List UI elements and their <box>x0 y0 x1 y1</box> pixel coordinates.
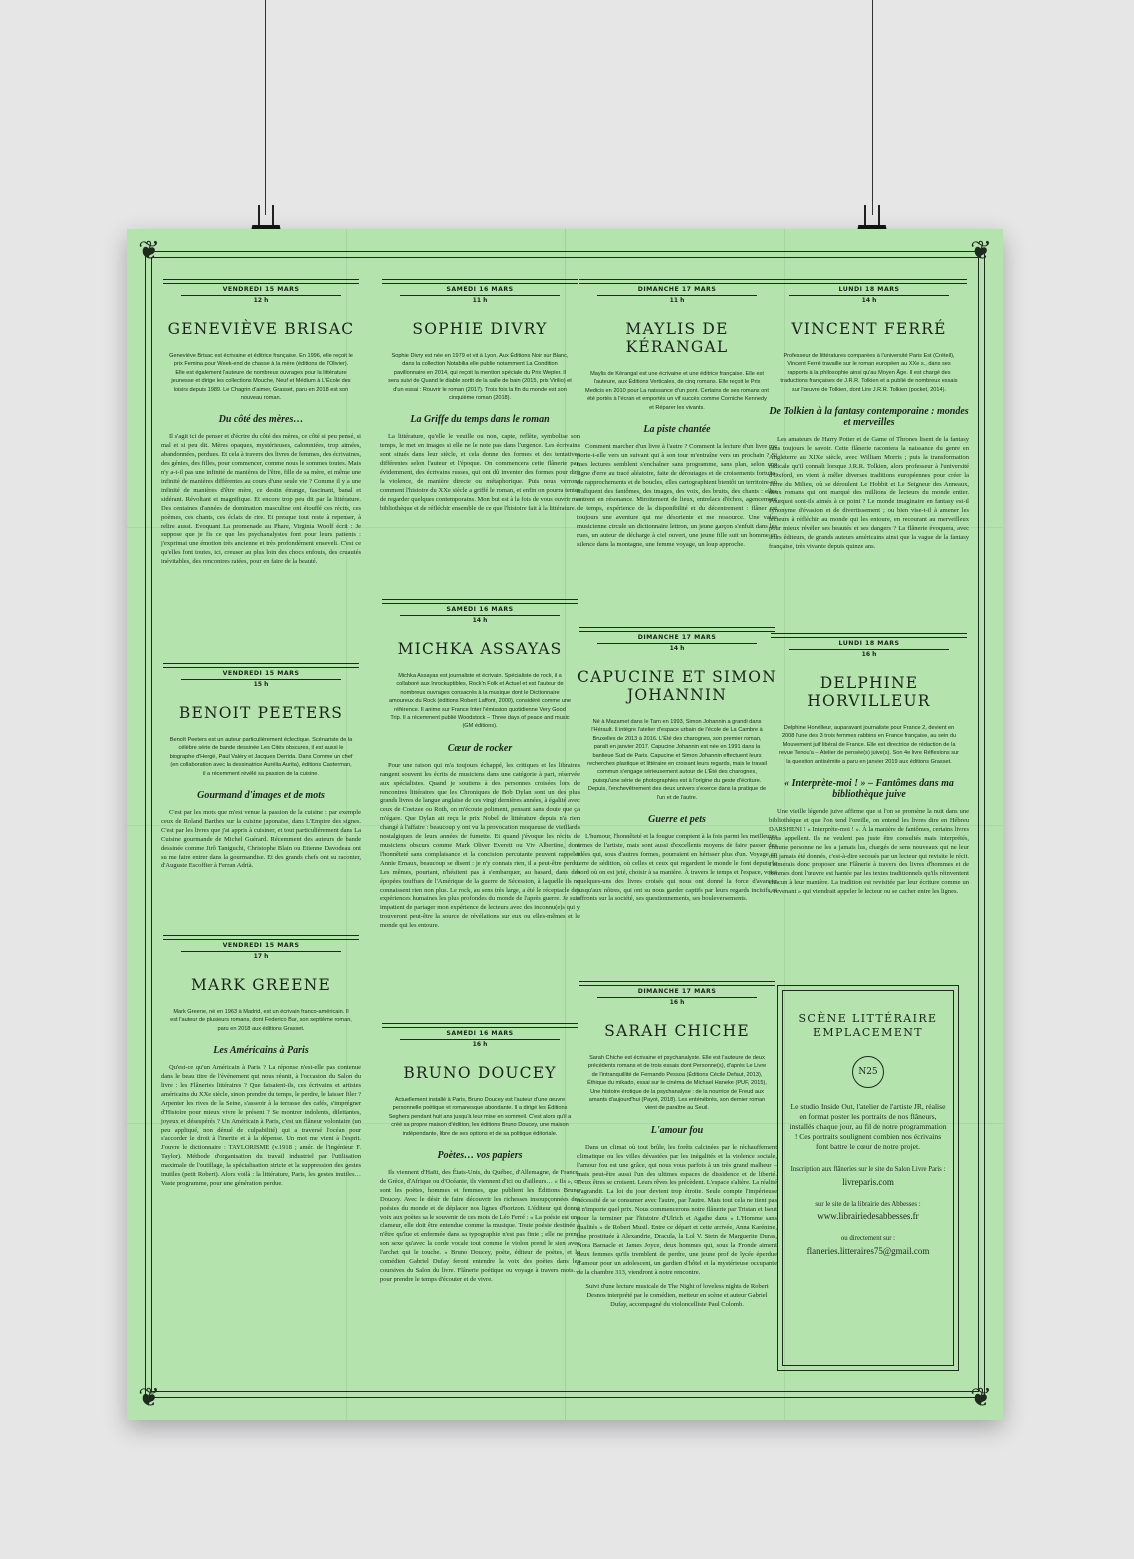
author-name: MARK GREENE <box>190 976 331 994</box>
event-block <box>577 627 777 904</box>
talk-description: Les amateurs de Harry Potter et de Game of Thrones lisent de la fantasy sans toujours le savoir. Cette flânerie racontera la naissance du genre en Angleterre au XIXe siècle, avec William Morris ; puis la transformation radicale qu'il connaît lorsque J.R.R. Tolkien, alors professeur à l'université d'Oxford, en vient à mêler diverses traditions européennes pour créer la Terre du Milieu, où se déroulent Le Hobbit et Le Seigneur des Anneaux, deux romans qui ont marqué des millions de lecteurs du monde entier. Pourquoi sont-ils aimés à ce point ? Le monde imaginaire en fantasy est-il synonyme d'évasion et de divertissement ; ou bien vise-t-il à amener les lecteurs à réfléchir au monde qui les entoure, en recourant au merveilleux pour mieux révéler ses beautés et ses dangers ? La flânerie évoquera, avec leurs éditeurs, de grands auteurs américains ainsi que la vague de la fantasy française, très vivante depuis quinze ans. <box>769 436 969 550</box>
talk-description: La littérature, qu'elle le veuille ou non, capte, reflète, symbolise son temps, le met en images si elle ne le note pas dans l'urgence. Les écrivains sont situés dans leur siècle, et cela donne des formes et des tentatives différentes selon l'auteur et l'époque. On commencera cette flânerie par, évidemment, des écrivains russes, qui ont dû inventer des formes pour dire la violence, de manière directe ou métaphorique. Puis nous verrons comment l'histoire du XXe siècle a griffé le roman, et enfin on pourra tenter de regarder quelques contemporains. Mon but est à la fois de vous ouvrir ma bibliothèque et de réfléchir ensemble de ce que l'histoire fait à la littérature. <box>380 433 580 512</box>
talk-description: Comment marcher d'un livre à l'autre ? Comment la lecture d'un livre me porte-t-elle vers un suivant qui à son tour m'entraîne vers un prochain ? Si mes lectures semblent s'enchaîner sans programme, sans plan, selon une ligne d'erre au tracé aléatoire, faite de déroutages et de croisements fortuits, de rapprochements et de boucles, elles cartographient bientôt un territoire où trafiquent des fantômes, des images, des voix, des bruits, des chants : elles entrent en résonance. Miroitement de lieux, entrelacs d'échos, agencement de temps, expérience de la disponibilité et du décentrement : flâner est toujours une aventure qui me désoriente et me ressource. Une valse musicienne circule un dictionnaire lettron, un jeune garçon s'enfuit dans les rues, un auteur de décharge à ciel ouvert, une jeune fille suit un homme en silence dans la montagne, une femme voyage, un loup approche. <box>577 443 777 548</box>
floral-ornament-icon: ❦ <box>138 236 160 266</box>
wire-right <box>872 0 873 215</box>
author-bio: Michka Assayas est journaliste et écrivain. Spécialiste de rock, il a collaboré aux Inrockuptibles, Rock'n Folk et Actuel et est l'auteur de nombreux ouvrages consacrés à la musique dont le Dictionnaire amoureux du Rock (éditions Robert Laffont, 2000), considéré comme une référence. Il anime sur France Inter l'émission quotidienne Very Good Trip. Il a récemment publié Woodstock – Three days of peace and music (GM éditions). <box>388 673 572 730</box>
event-hour: 16 h <box>400 1039 560 1048</box>
event-block <box>380 279 580 514</box>
event-hour: 15 h <box>181 679 341 688</box>
email-link[interactable]: flaneries.litteraires75@gmail.com <box>806 1245 930 1256</box>
author-bio: Geneviève Brisac est écrivaine et éditrice française. En 1996, elle reçoit le prix Femina pour Week-end de chasse à la mère (éditions de l'Olivier). Elle est également l'auteure de nombreux ouvrages pour la littérature jeunesse et dirige les collections Mouche, Neuf et Médium à L'École des loisirs depuis 1989. Le Chagrin d'aimer, Grasset, paru en 2018 est son nouveau roman. <box>169 353 353 402</box>
talk-description: Une vieille légende juive affirme que si l'on se promène la nuit dans une bibliothèque et que l'on tend l'oreille, on entend les livres dire en Hébreu DARSHENI ! « Interprète-moi ! ». À la manière de fantômes, certains livres nous appellent. Ils ne veulent pas juste être consultés mais interprétés, comme personne ne les a jamais lus, chargés de sens nouveaux qui ne leur ont jamais été donnés, c'est-à-dire secoués par un lecteur qui revisite le récit. J'aimerais donc proposer une Flânerie à travers des livres d'hommes et de femmes dont l'œuvre est hantée par les textes traditionnels qu'ils réinventent chacun à leur manière. La tradition est revisitée par leur écriture comme un « revenant » qui viendrait appeler le lecteur ou se cacher entre les lignes. <box>769 808 969 896</box>
event-block <box>769 279 969 552</box>
author-name: MICHKA ASSAYAS <box>397 640 563 658</box>
event-hour: 16 h <box>597 997 757 1006</box>
event-date: LUNDI 18 MARS <box>838 286 900 293</box>
talk-description: Pour une raison qui m'a toujours échappé, les critiques et les libraires rangent souvent les écrits de musiciens dans une catégorie à part, réservée aux spécialistes. Quand je soutiens à des personnes croisées lors de rencontres littéraires que les Chroniques de Bob Dylan sont un des plus grands livres de langue anglaise de ces vingt dernières années, à égalité avec ceux de Coetzee ou Roth, on m'écoute poliment, pensant sans doute que ça m'égare. Que Dylan ait reçu le prix Nobel de littérature depuis n'a rien changé à l'affaire : beaucoup y ont vu la provocation moqueuse de vieillards nostalgiques de leurs années de fumette. Et quand j'évoque les récits de musiciens obscurs comme Mark Oliver Everett ou Viv Albertine, dont l'honnêteté sans complaisance et la concision percutante peuvent rappeler Annie Ernaux, beaucoup se disent : je n'y connais rien, il a peut-être perdu. Les mêmes, pourtant, n'hésitent pas à s'embarquer, au hasard, dans des épopées touffues de l'Amérique de la guerre de Sécession, à laquelle ils ne connaissent rien non plus. Le rock, au sens très large, a été le réceptacle des expériences humaines les plus profondes du monde de l'après guerre. Je suis impatient de partager mon expérience de lecteurs avec des inconnu(e)s qui y trouveront peut-être la source de révélations sur eux ou elles-mêmes et le monde qui les entoure. <box>380 761 580 930</box>
author-bio: Mark Greene, né en 1963 à Madrid, est un écrivain franco-américain. Il est l'auteur de plusieurs romans, dont Federico Bar, son septième roman, paru en 2018 aux éditions Grasset. <box>170 1009 352 1032</box>
author-name: BENOIT PEETERS <box>178 704 344 722</box>
talk-footer-note: Suivi d'une lecture musicale de The Night of loveless nights de Robert Desnos interprété par le comédien, metteur en scène et auteur Gabriel Dufay, accompagné du violoncelliste Paul Colomb. <box>585 1283 769 1309</box>
event-date: VENDREDI 15 MARS <box>222 942 300 949</box>
talk-title: La Griffe du temps dans le roman <box>410 414 550 426</box>
author-bio: Delphine Horvilleur, auparavant journaliste pour France 2, devient en 2008 l'une des 3 trois femmes rabbins en France française, au sein du Mouvement juif libéral de France. Elle est directrice de rédaction de la revue Tenou'a – Atelier de pensée(s) juive(s). Son 4e livre Réflexions sur la question antisémite a paru en janvier 2019 aux éditions Grasset. <box>778 725 960 765</box>
floral-ornament-icon: ❦ <box>970 236 992 266</box>
talk-description: L'humour, l'honnêteté et la fougue comptent à la fois parmi les meilleures armes de l'artiste, mais sont aussi d'excellents moyens de faire passer des idées qui, sous d'autres formes, pourraient en hérisser plus d'un. Voyage en terre de sédition, où celles et ceux qui regardent le monde le font depuis le bord où on est jeté, choisir à sa manière. À travers le temps et l'espace, voici quelques-uns des livres croisés qui nous ont donné la force d'avancer jusqu'aux nôtres, qui ont su nous garder captifs par leurs regards incisifs et effronts sur la société, ses questionnements, ses bouleversements. <box>577 833 777 903</box>
event-date: SAMEDI 16 MARS <box>446 606 514 613</box>
talk-title: L'amour fou <box>650 1124 704 1136</box>
talk-title: Cœur de rocker <box>447 742 513 754</box>
event-block <box>769 633 969 897</box>
author-bio: Benoît Peeters est un auteur particulièrement éclectique. Scénariste de la célèbre série de bande dessinée Les Cités obscures, il est aussi le biographe d'Hergé, Paul Valéry et Jacques Derrida. Dans Comme un chef (en collaboration avec la dessinatrice Aurélia Aurita), éditions Casterman, il a récemment révélé sa passion de la cuisine. <box>169 737 353 777</box>
author-name: BRUNO DOUCEY <box>403 1064 557 1082</box>
author-name: MAYLIS DE KÉRANGAL <box>625 320 729 356</box>
author-bio: Né à Mazamet dans le Tarn en 1993, Simon Johannin a grandi dans l'Hérault. Il intègre l'atelier d'espace urbain de l'école de La Cambre à Bruxelles de 2013 à 2016. L'Été des charognes, son premier roman, paraît en janvier 2017. Capucine Johannin est née en 1991 dans la banlieue Sud de Paris. Capucine et Simon Johannin effectuent leurs recherches plastique et littéraire en croisant leurs regards, mais le travail commun s'engage sérieusement autour de L'Été des charognes, puisqu'une série de photographies est à l'origine du geste d'écriture. Depuis, l'enchevêtrement des deux univers s'exerce dans la pratique de l'un et de l'autre. <box>587 719 767 801</box>
event-date: DIMANCHE 17 MARS <box>637 634 717 641</box>
event-hour: 11 h <box>400 295 560 304</box>
author-bio: Maylis de Kérangal est une écrivaine et une éditrice française. Elle est l'auteure, aux Éditions Verticales, de cinq romans. Elle reçoit le Prix Medicis en 2010 pour La naissance d'un pont. Certains de ses romans ont été portés à l'écran et emportés un vif succès comme Corniche Kennedy et Réparer les vivants. <box>585 371 769 411</box>
event-hour: 12 h <box>181 295 341 304</box>
floral-ornament-icon: ❦ <box>138 1383 160 1413</box>
talk-title: Poètes… vos papiers <box>437 1150 523 1162</box>
email-label: ou directement sur : <box>840 1235 896 1242</box>
author-name: VINCENT FERRÉ <box>791 320 947 338</box>
event-block <box>577 981 777 1310</box>
talk-title: Les Américains à Paris <box>213 1045 309 1057</box>
talk-description: Dans un climat où tout brûle, les forêts calcinées par le réchauffement climatique ou les villes dévastées par les inégalités et la violence sociale, l'amour fou est une grâce, qui nous vous parfois à un très grand malheur – mais peut-être aussi l'un des ultimes espaces de dissidence et de liberté. Deux êtres se croisent. Leurs rêves les précèdent. L'espace s'altère. La réalité s'agrandit. La loi du jour devient trop étroite. Seule compte l'impérieuse nécessité de se consumer avec l'autre, par l'autre. Mais tout cela ne tient pas à n'importe quel prix. Nous commencerons notre flânerie par Tristan et Iseut pour la terminer par l'histoire d'Ulrich et Agathe dans « L'Homme sans qualités » de Robert Musil. Entre ce départ et cette arrivée, Anna Karénine, une prostituée à Alexandrie, Dracula, la Lol V. Stein de Marguerite Duras, Nora Barnacle et James Joyce, deux hommes qui, sous la Fronde aiment deux femmes qu'ils tremblent de perdre, une jeune prof de lycée éperdue d'amour pour un adolescent, un gardien d'hôtel et la mystérieuse occupante de la chambre 313, viendront à notre rencontre. <box>577 1143 777 1276</box>
livreparis-link[interactable]: livreparis.com <box>842 1176 894 1187</box>
bookstore-label: sur le site de la librairie des Abbesses : <box>815 1200 921 1208</box>
event-date: DIMANCHE 17 MARS <box>637 286 717 293</box>
event-hour: 17 h <box>181 951 341 960</box>
event-block <box>161 279 361 567</box>
author-name: DELPHINE HORVILLEUR <box>807 674 931 710</box>
event-date: VENDREDI 15 MARS <box>222 286 300 293</box>
event-block <box>380 1023 580 1285</box>
author-bio: Sarah Chiche est écrivaine et psychanalyste. Elle est l'auteure de deux précédents romans et de trois essais dont Personne(s), d'après Le Livre de l'intranquillité de Fernando Pessoa (Éditions Cécile Defaut, 2013), Éthique du mikado, essai sur le cinéma de Michael Haneke (PUF, 2015), Une histoire érotique de la psychanalyse : de la nourrice de Freud aux amants d'aujourd'hui (Payot, 2018). Les enténébrés, son dernier roman vient de paraître au Seuil. <box>587 1055 767 1112</box>
event-block <box>161 663 361 871</box>
talk-title: De Tolkien à la fantasy contemporaine : mondes et merveilles <box>769 406 969 429</box>
event-date: VENDREDI 15 MARS <box>222 670 300 677</box>
box-title-line: EMPLACEMENT <box>812 1026 924 1039</box>
author-name: GENEVIÈVE BRISAC <box>167 320 355 338</box>
talk-description: C'est par les mots que m'est venue la passion de la cuisine : par exemple ceux de Roland Barthes sur la cuisine japonaise, dans L'Empire des signes. C'est par les livres que j'ai appris à cuisiner, et tout particulièrement dans La Cuisine gourmande de Michel Guérard. Récemment des auteurs de bande dessinée comme Jirô Taniguchi, Christophe Blain ou Etienne Davodeau ont su me faire entrer dans la gourmandise. Et des grands chefs ont su raconter, d'Auguste Escoffier à Ferran Adrià. <box>161 809 361 870</box>
talk-description: Ils viennent d'Haïti, des États-Unis, du Québec, d'Allemagne, de France, de Grèce, d'Afrique ou d'Océanie, ils viennent d'ici ou d'ailleurs… « Ils », ce sont les poètes, hommes et femmes, que publient les Éditions Bruno Doucey. Avec le désir de faire découvrir les richesses insoupçonnées des poésies du monde et de déplacer nos lignes d'horizon. L'éditeur qui donne voix aux poètes sa le souvenir de ces mots de Léo Ferré : « La poésie est une clameur, elle doit être entendue comme la musique. Toute poésie destinée à n'être qu'lue et enfermée dans sa typographie n'est pas finie ; elle ne prend son sexe qu'avec la corde vocale tout comme le violon prend le sien avec l'archet qui le touche. » Bruno Doucey, poète, éditeur de poètes, et le comédien Gabriel Dufay feront entendre la voix des poètes dans les coursives du Salon du livre. Flânerie poétique ou voyage à travers mots… pour prendre le temps d'écouter et de vivre. <box>380 1169 580 1283</box>
talk-title: La piste chantée <box>643 424 711 436</box>
event-hour: 14 h <box>789 295 949 304</box>
bookstore-link[interactable]: www.librairiedesabbesses.fr <box>817 1211 919 1221</box>
talk-title: Guerre et pets <box>648 814 706 826</box>
box-title-line: SCÈNE LITTÉRAIRE <box>798 1012 938 1025</box>
signup-label: Inscription aux flâneries sur le site du Salon Livre Paris : <box>790 1166 946 1173</box>
event-hour: 16 h <box>789 649 949 658</box>
event-hour: 14 h <box>597 643 757 652</box>
venue-info-box <box>777 985 959 1371</box>
talk-description: Qu'est-ce qu'un Américain à Paris ? La réponse n'est-elle pas contenue dans le beau titre de l'événement qui nous réunit, à l'occasion du Salon du livre : les Flâneries littéraires ? Que faisaient-ils, ces écrivains et artistes américains du XXe siècle, sinon prendre du temps, le perdre, le laisser filer ? Arpenter les rives de la Seine, s'asseoir à la terrasse des cafés, s'imprégner d'Histoire pour mieux vivre le présent ? Se montrer indolents, dilettantes, joyeux et désespérés ? Un Américain à Paris, c'est un flâneur volontaire (un peu appliqué, non dénué de culpabilité) qui a traversé l'océan pour s'accorder le droit à l'inertie et à la dépense. Un mot me vient à l'esprit. J'ouvre le dictionnaire : TAYLORISME (v.1918 ; amér. de l'ingénieur F. Taylor). Méthode d'organisation du travail industriel par l'utilisation maximale de l'outillage, la spécialisation stricte et la suppression des gestes inutiles (petit Robert). Alors voilà : la littérature, Paris, les gestes inutiles… Vaste programme, pour une génération perdue. <box>161 1064 361 1187</box>
event-date: DIMANCHE 17 MARS <box>637 988 717 995</box>
location-badge: N25 <box>852 1056 884 1088</box>
author-bio: Actuellement installé à Paris, Bruno Doucey est l'auteur d'une œuvre personnelle poétique et romanesque abondante. Il a dirigé les Éditions Seghers pendant huit ans jusqu'à leur mise en sommeil. C'est alors qu'il a créé sa propre maison d'édition, les éditions Bruno Doucey, une maison indépendante, libre de ses options et de sa politique éditoriale. <box>388 1097 572 1137</box>
event-block <box>161 935 361 1189</box>
author-name: CAPUCINE ET SIMON JOHANNIN <box>577 668 777 704</box>
talk-description: Il s'agit ici de penser et d'écrire du côté des mères, ce côté si peu pensé, si mal et si peu dit. Mères opaques, mystérieuses, calomniées, trop aimées, abandonnées, perdues. Et cela à travers des livres de femmes, des écrivaines, des génies, des filles, pour commencer, comme nous le sommes toutes. Mais n'y a-t-il pas une infinité de manières de l'être, fille de sa mère, et même une infinité de manières différentes au cours d'une seule vie ? Comme il y a une infinité de manières d'être mère, ce destin étrange, fascinant, banal et sidérant. Révoltant et magnifique. Et encore trop peu dit par la littérature. Des centaines d'années de domination masculine ont étouffé ces récits, ces poèmes, ces chants, ces éclats de rire. Et presque tout reste à repenser, à relire aussi. Evoquant La promenade au Phare, Virginia Woolf écrit : Je suppose que je fis ce que les psychanalystes font pour leurs patients : j'exprimai une émotion très ancienne et très profondément enseveli. C'est ce qu'elles font toutes, ici, creuser au plus loin des chocs enfouis, des cruautés inévitables, des rencontres ratées, pour en faire de la beauté. <box>161 433 361 566</box>
event-block <box>577 279 777 550</box>
author-name: SARAH CHICHE <box>604 1022 750 1040</box>
talk-title: « Interprète-moi ! » – Fantômes dans ma bibliothèque juive <box>784 778 954 801</box>
wire-left <box>265 0 266 215</box>
event-block <box>380 599 580 931</box>
floral-ornament-icon: ❦ <box>970 1383 992 1413</box>
author-name: SOPHIE DIVRY <box>412 320 548 338</box>
talk-title: Gourmand d'images et de mots <box>197 790 325 802</box>
author-bio: Sophie Divry est née en 1979 et vit à Lyon. Aux Éditions Noir sur Blanc, dans la collection Notabilia elle publie notamment La Condition pavillonnaire en 2014, qui reçoit la mention spéciale du Prix Wepler. Il sera suivi de Quand le diable sortit de la salle de bain (2015, prix Virilio) et d'un essai : Rouvrir le roman (2017). Trois fois la fin du monde est son cinquième roman (2018). <box>388 353 572 402</box>
author-bio: Professeur de littératures comparées à l'université Paris Est (Créteil), Vincent Ferré travaille sur le roman européen au XXe s., dans ses rapports à la philosophie ainsi qu'au Moyen Âge. Il est chargé des traductions françaises de J.R.R. Tolkien et a publié de nombreux essais sur l'œuvre de Tolkien, dont Lire J.R.R. Tolkien (pocket, 2014). <box>780 353 958 393</box>
event-date: LUNDI 18 MARS <box>838 640 900 647</box>
event-date: SAMEDI 16 MARS <box>446 1030 514 1037</box>
poster <box>127 229 1003 1420</box>
event-hour: 11 h <box>597 295 757 304</box>
talk-title: Du côté des mères… <box>218 414 304 426</box>
event-hour: 14 h <box>400 615 560 624</box>
event-date: SAMEDI 16 MARS <box>446 286 514 293</box>
box-description: Le studio Inside Out, l'atelier de l'artiste JR, réalise en format poster les portraits de nos flâneurs, installés chaque jour, au fil de notre programmation ! Ces portraits soulignent combien nos écrivains font battre le cœur de notre projet. <box>789 1102 947 1151</box>
